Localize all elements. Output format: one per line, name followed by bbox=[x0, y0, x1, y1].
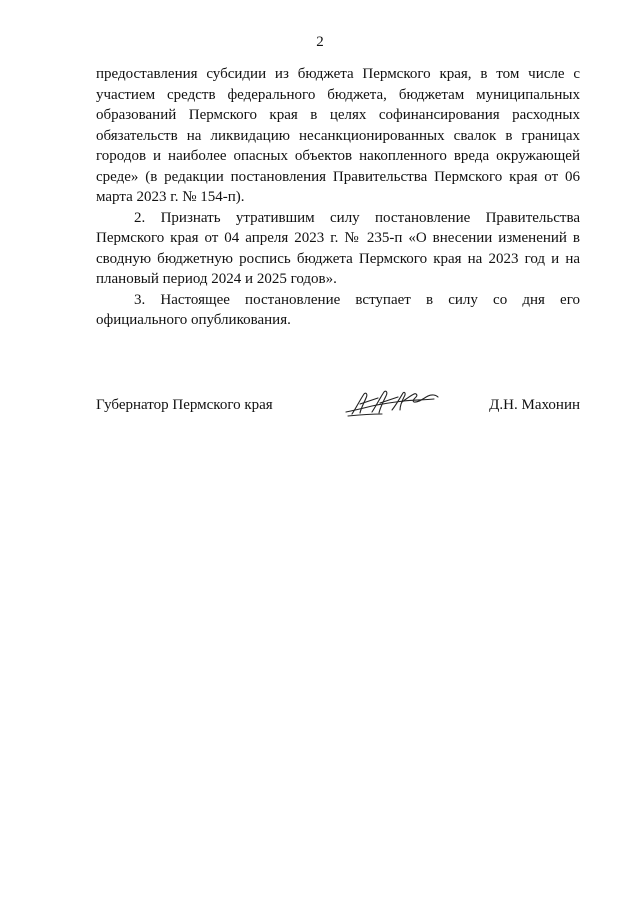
signature-block bbox=[96, 392, 580, 432]
signatory-name: Д.Н. Махонин bbox=[489, 397, 580, 413]
handwritten-signature bbox=[342, 386, 442, 420]
document-body bbox=[96, 64, 580, 331]
paragraph-item-2: 2. Признать утратившим силу постановление Правительства Пермского края от 04 апреля 2023 г. № 235-п «О внесении изменений в сводную бюджетную роспись бюджета Пермского края на 2023 год и на плановый период 2024 и 2025 годов». bbox=[96, 209, 580, 287]
signatory-title: Губернатор Пермского края bbox=[96, 397, 273, 413]
paragraph-item-3: 3. Настоящее постановление вступает в силу со дня его официального опубликования. bbox=[96, 291, 580, 328]
page-number: 2 bbox=[316, 34, 324, 50]
paragraph-continuation: предоставления субсидии из бюджета Пермского края, в том числе с участием средств федерального бюджета, бюджетам муниципальных образований Пермского края в целях софинансирования расходных обязательств на ликвидацию несанкционированных свалок в границах городов и наиболее опасных объектов накопленного вреда окружающей среде» (в редакции постановления Правительства Пермского края от 06 марта 2023 г. № 154-п). bbox=[96, 66, 580, 205]
